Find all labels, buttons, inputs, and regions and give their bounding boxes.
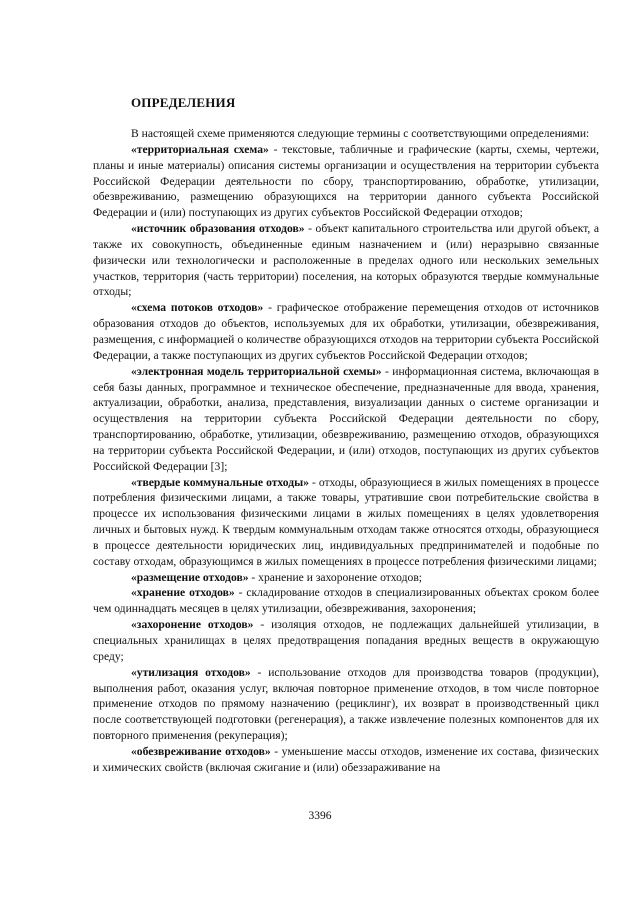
- definition-term: «хранение отходов»: [131, 586, 235, 600]
- definition-term: «источник образования отходов»: [131, 222, 305, 236]
- definition-text: - графическое отображение перемещения отходов от источников образования отходов до объектов, используемых для их обработки, утилизации, обезвреживания, размещения, с информацией о количестве образующихся отходов на территории субъекта Российской Федерации, а также поступающих из других субъектов Российской Федерации отходов;: [93, 301, 599, 362]
- definition-term: «утилизация отходов»: [131, 665, 251, 679]
- definition-term: «электронная модель территориальной схемы»: [131, 364, 382, 378]
- definition-text: - уменьшение массы отходов, изменение их состава, физических и химических свойств (включая сжигание и (или) обеззараживание на: [93, 744, 599, 774]
- definition-text: - использование отходов для производства товаров (продукции), выполнения работ, оказания услуг, включая повторное применение отходов, в том числе повторное применение отходов по прямому назначению (рециклинг), их возврат в производственный цикл после соответствующей подготовки (регенерация), а также извлечение полезных компонентов для их повторного применения (рекуперация);: [93, 665, 599, 743]
- definition-waste-source: [93, 221, 599, 300]
- definition-term: «захоронение отходов»: [131, 618, 254, 632]
- definition-term: «обезвреживание отходов»: [131, 744, 271, 758]
- definition-waste-storage: [93, 585, 599, 617]
- definition-waste-flow-scheme: [93, 300, 599, 363]
- definition-term: «твердые коммунальные отходы»: [131, 475, 309, 489]
- intro-paragraph: В настоящей схеме применяются следующие термины с соответствующими определениями:: [131, 127, 590, 140]
- definition-text: - хранение и захоронение отходов;: [248, 570, 423, 584]
- definition-electronic-model: [93, 364, 599, 475]
- definition-text: - текстовые, табличные и графические (карты, схемы, чертежи, планы и иные материалы) описания системы организации и осуществления на территории субъекта Российской Федерации деятельности по сбору, транспортированию, обработке, утилизации, обезвреживанию, размещению образующихся на территории данного субъекта Российской Федерации и (или) поступающих из других субъектов Российской Федерации отходов;: [93, 142, 600, 220]
- page-title: ОПРЕДЕЛЕНИЯ: [131, 95, 236, 110]
- definition-text: - объект капитального строительства или другой объект, а также их совокупность, объединенные единым назначением и (или) неразрывно связанные физически или технологически и расположенные в пределах одного или нескольких земельных участков, территория (часть территории) поселения, на которых образуются твердые коммунальные отходы;: [93, 222, 599, 299]
- definition-waste-burial: [93, 617, 599, 665]
- definition-text: - изоляция отходов, не подлежащих дальнейшей утилизации, в специальных хранилищах в целях предотвращения попадания вредных веществ в окружающую среду;: [93, 618, 600, 663]
- definition-text: - складирование отходов в специализированных объектах сроком более чем одиннадцать месяцев в целях утилизации, обезвреживания, захоронения;: [93, 586, 599, 616]
- definition-waste-neutralization: [93, 744, 599, 776]
- definition-text: - отходы, образующиеся в жилых помещениях в процессе потребления физическими лицами, а также товары, утратившие свои потребительские свойства в процессе их использования физическими лицами в жилых помещениях в целях удовлетворения личных и бытовых нужд. К твердым коммунальным отходам также относятся отходы, образующиеся в процессе деятельности юридических лиц, индивидуальных предпринимателей и подобные по составу отходам, образующимся в жилых помещениях в процессе потребления физическими лицами;: [93, 475, 599, 568]
- definition-territorial-scheme: [93, 142, 599, 221]
- definition-waste-placement: [93, 570, 599, 586]
- definition-waste-utilization: [93, 665, 599, 744]
- definition-term: «размещение отходов»: [131, 570, 249, 584]
- definition-text: - информационная система, включающая в себя базы данных, программное и техническое обеспечение, предназначенные для ввода, хранения, актуализации, обработки, анализа, представления, визуализации данных о системе организации и осуществления на территории субъекта Российской Федерации деятельности по сбору, транспортированию, обработке, утилизации, обезвреживанию, размещению отходов, образующихся на территории субъекта Российской Федерации, и (или) отходов, поступающих из других субъектов Российской Федерации [3];: [93, 364, 599, 473]
- definition-term: «схема потоков отходов»: [131, 301, 264, 315]
- definition-solid-municipal-waste: [93, 475, 599, 570]
- body-text: [93, 126, 599, 776]
- definition-term: «территориальная схема»: [131, 142, 269, 156]
- page-number: 3396: [308, 810, 332, 822]
